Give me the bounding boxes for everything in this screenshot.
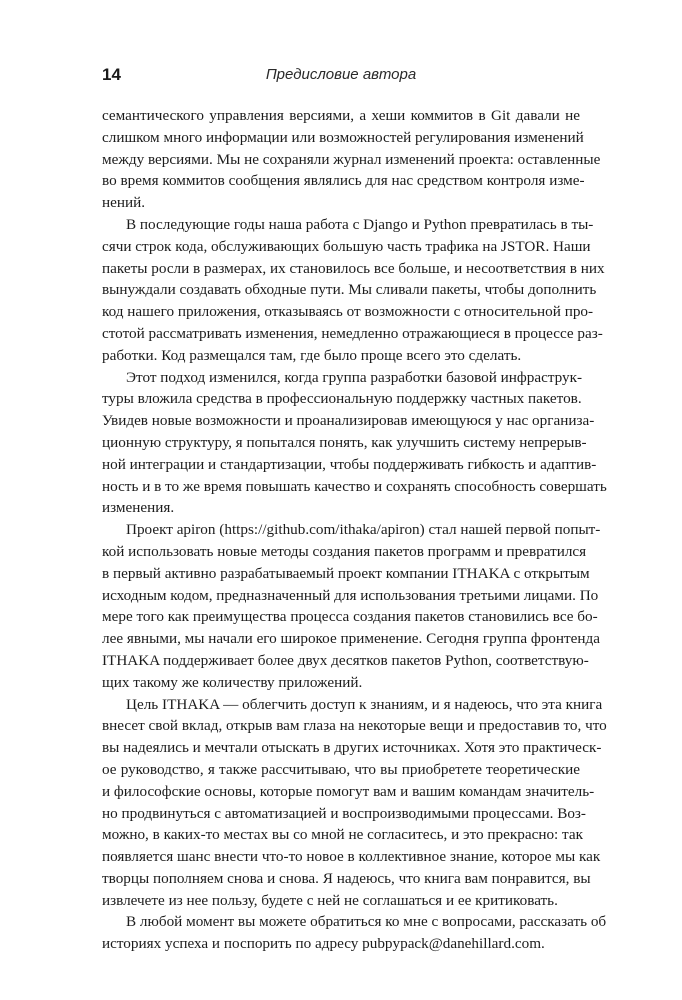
text-line: слишком много информации или возможностей регулирования изменений	[102, 128, 584, 146]
text-line: сячи строк кода, обслуживающих большую часть трафика на JSTOR. Наши	[102, 237, 591, 255]
text-line: работки. Код размещался там, где было проще всего это сделать.	[102, 346, 522, 364]
text-line: можно, в каких-то местах вы со мной не согласитесь, и это прекрасно: так	[102, 826, 583, 844]
text-line: лее явными, мы начали его широкое применение. Сегодня группа фронтенда	[102, 630, 600, 648]
text-line: историях успеха и поспорить по адресу pubpypack@danehillard.com.	[102, 935, 545, 953]
text-line: ность и в то же время повышать качество и сохранять способность совершать	[102, 477, 607, 495]
text-line: появляется шанс внести что-то новое в коллективное знание, которое мы как	[102, 848, 601, 866]
text-line: Увидев новые возможности и проанализировав имеющуюся у нас организа-	[102, 412, 595, 430]
text-line: ITHAKA поддерживает более двух десятков пакетов Python, соответствую-	[102, 651, 589, 669]
text-line: код нашего приложения, отказываясь от возможности с относительной про-	[102, 303, 594, 321]
text-line: пакеты росли в размерах, их становилось все больше, и несоответствия в них	[102, 259, 605, 277]
text-line: вынуждали создавать обходные пути. Мы сливали пакеты, чтобы дополнить	[102, 281, 597, 299]
text-line: творцы пополняем снова и снова. Я надеюсь, что книга вам понравится, вы	[102, 869, 591, 887]
page-header	[102, 64, 580, 88]
page-number: 14	[102, 65, 121, 84]
text-line: вы надеялись и мечтали отыскать в других источниках. Хотя это практическ-	[102, 739, 602, 757]
text-line: но продвинуться с автоматизацией и воспроизводимыми процессами. Воз-	[102, 804, 586, 822]
text-line: Проект apiron (https://github.com/ithaka/apiron) стал нашей первой попыт-	[126, 521, 601, 539]
text-line: ое руководство, я также рассчитываю, что вы приобретете теоретические	[102, 760, 580, 778]
text-line: мере того как преимущества процесса создания пакетов становились все бо-	[102, 608, 598, 626]
running-title: Предисловие автора	[265, 66, 417, 83]
text-line: и философские основы, которые помогут вам и вашим командам значитель-	[102, 782, 595, 800]
text-line: стотой рассматривать изменения, немедленно отражающиеся в процессе раз-	[102, 324, 603, 342]
text-line: В последующие годы наша работа с Django и Python превратилась в ты-	[126, 215, 594, 233]
text-line: во время коммитов сообщения являлись для нас средством контроля изме-	[102, 172, 585, 190]
text-line: в первый активно разрабатываемый проект компании ITHAKA с открытым	[102, 564, 590, 582]
text-line: В любой момент вы можете обратиться ко мне с вопросами, рассказать об	[126, 913, 607, 931]
text-line: туры вложила средства в профессиональную поддержку частных пакетов.	[102, 390, 582, 408]
text-line: ционную структуру, я попытался понять, как улучшить систему непрерыв-	[102, 433, 587, 451]
text-line: Цель ITHAKA — облегчить доступ к знаниям, и я надеюсь, что эта книга	[126, 695, 603, 713]
text-line: исходным кодом, предназначенный для использования третьими лицами. По	[102, 586, 599, 604]
text-line: щих такому же количеству приложений.	[102, 673, 363, 691]
text-line: нений.	[102, 194, 146, 212]
text-line: Этот подход изменился, когда группа разработки базовой инфраструк-	[126, 368, 583, 386]
text-line: кой использовать новые методы создания пакетов программ и превратился	[102, 542, 587, 560]
body-text	[102, 105, 607, 955]
text-line: внесет свой вклад, открыв вам глаза на некоторые вещи и предоставив то, что	[102, 717, 607, 735]
text-line: ной интеграции и стандартизации, чтобы поддерживать гибкость и адаптив-	[102, 455, 597, 473]
text-line: изменения.	[102, 499, 175, 517]
text-line: семантического управления версиями, а хеши коммитов в Git давали не	[102, 107, 580, 124]
text-line: между версиями. Мы не сохраняли журнал изменений проекта: оставленные	[102, 150, 601, 168]
text-line: извлечете из нее пользу, будете с ней не соглашаться и ее критиковать.	[102, 891, 558, 909]
